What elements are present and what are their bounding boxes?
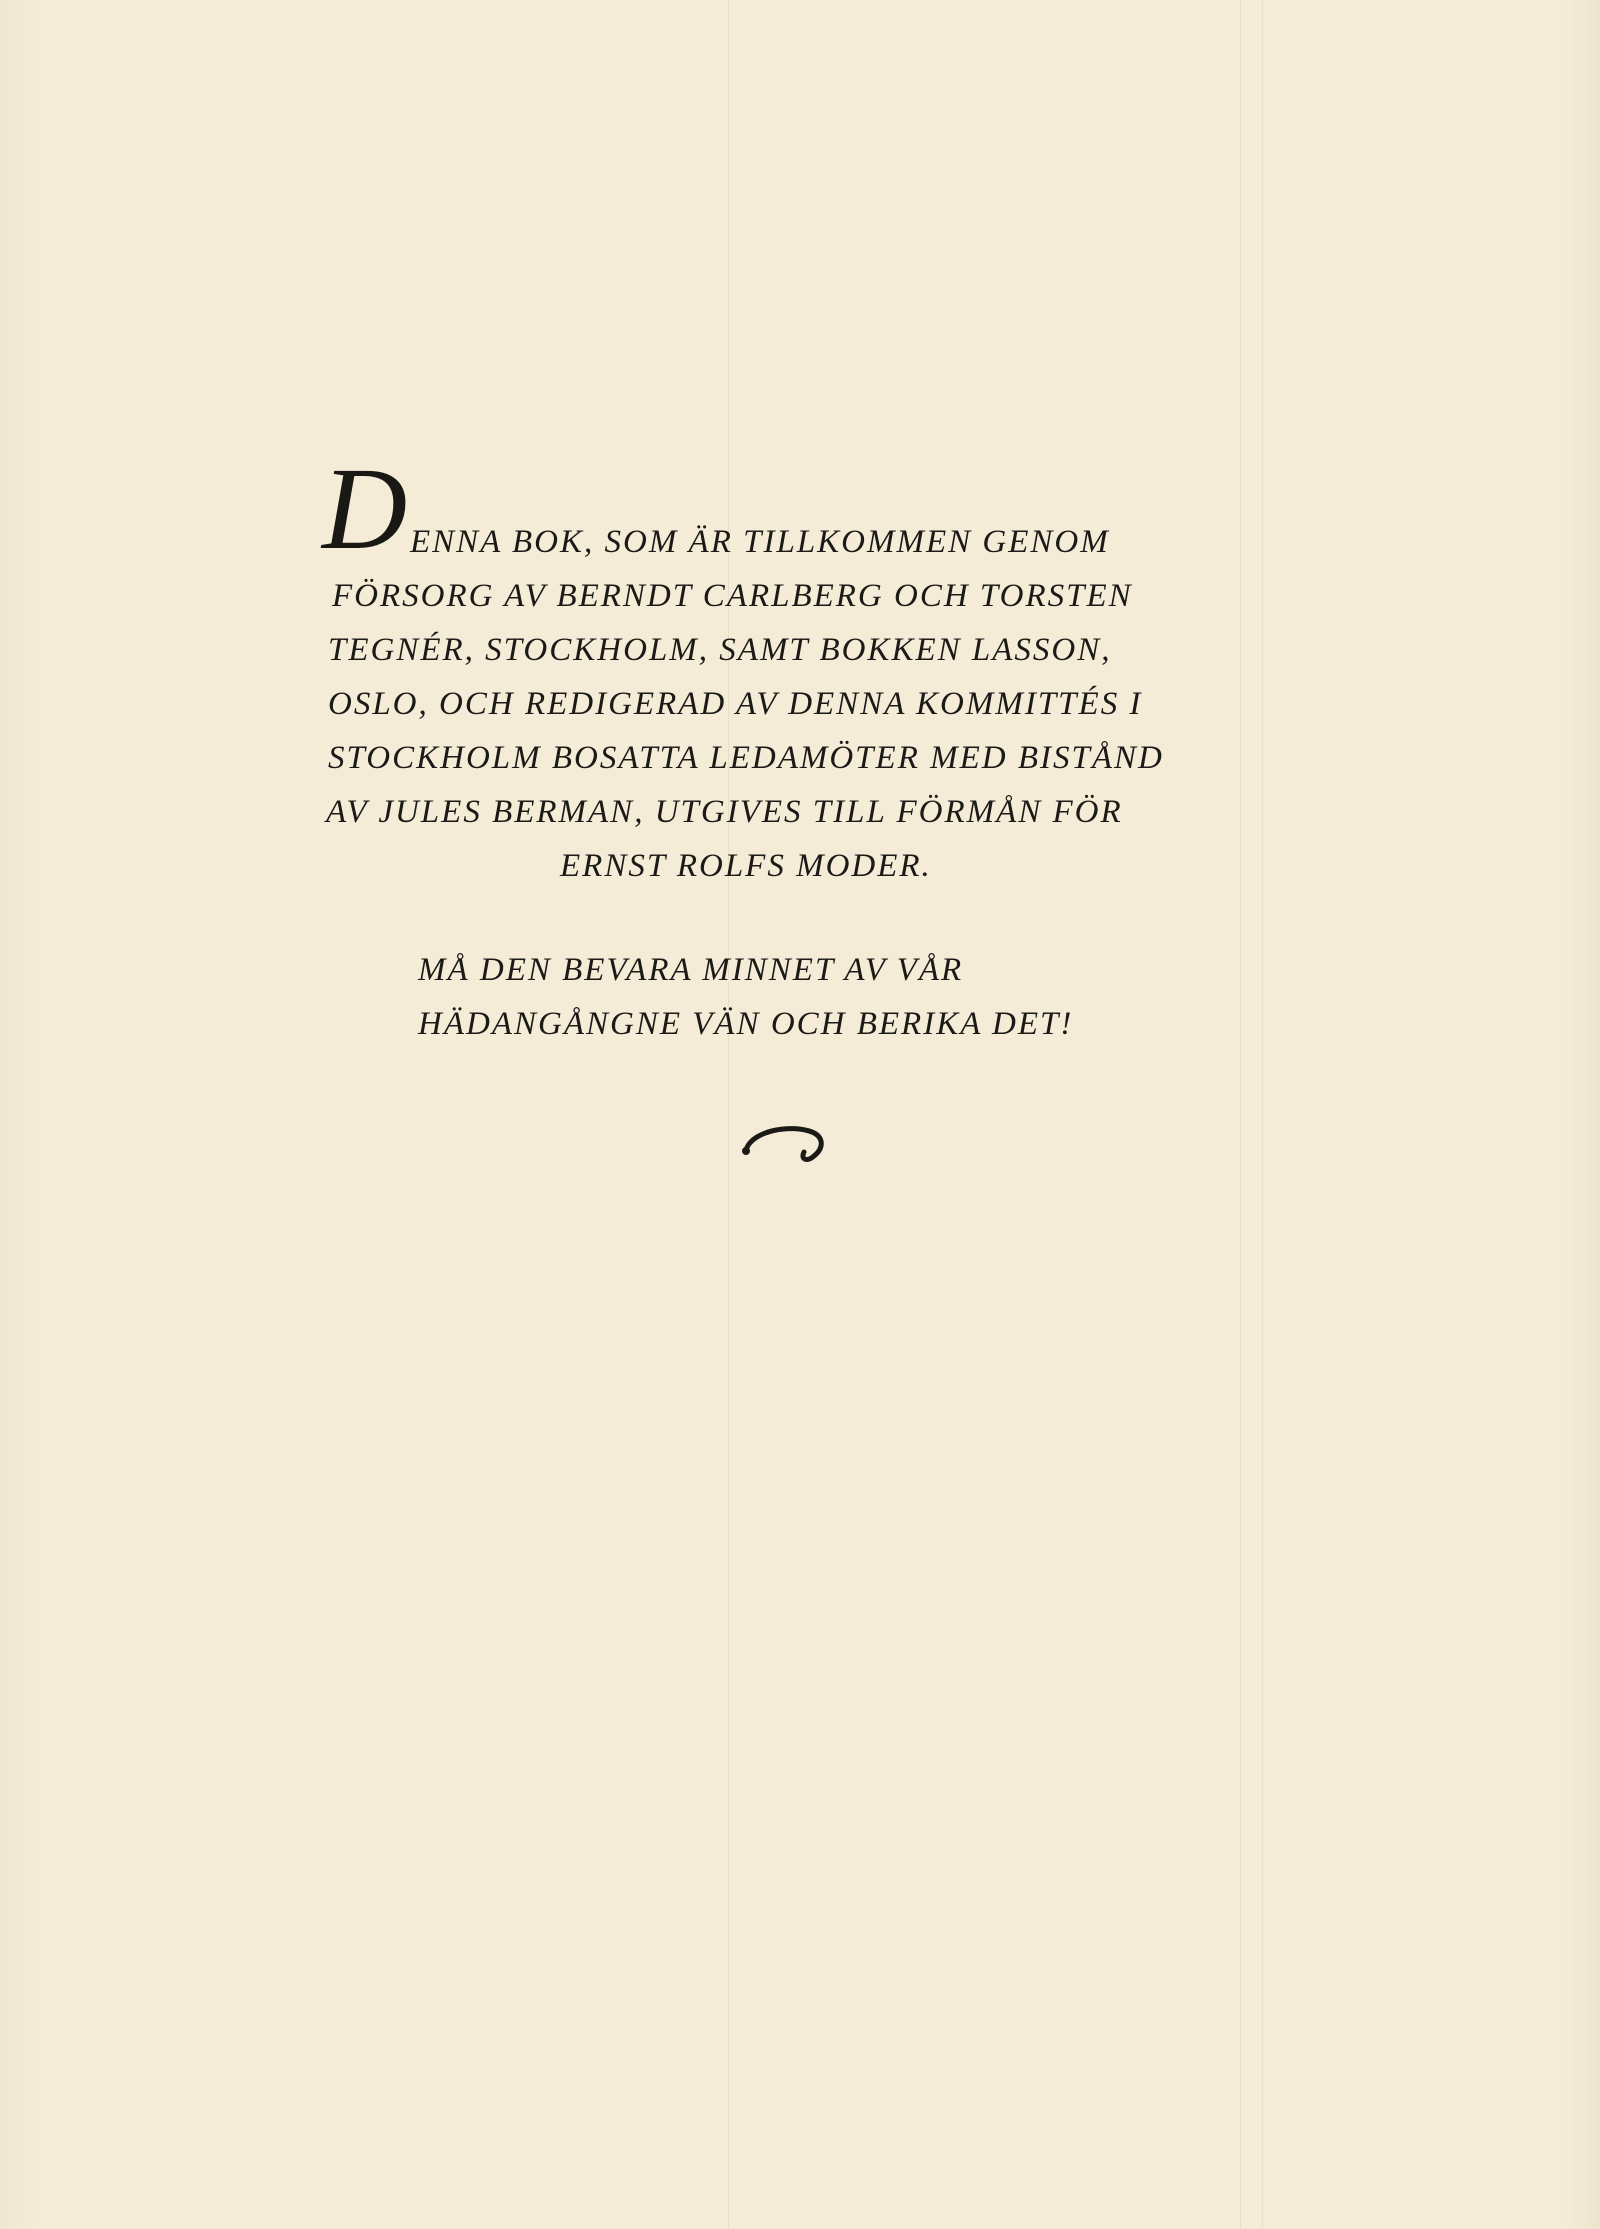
paper-fold-line bbox=[1240, 0, 1241, 2229]
paper-fold-line bbox=[728, 0, 729, 2229]
paragraph-line: FÖRSORG AV BERNDT CARLBERG OCH TORSTEN bbox=[332, 578, 1133, 614]
flourish-ornament bbox=[740, 1120, 832, 1170]
paragraph-line: ENNA BOK, SOM ÄR TILLKOMMEN GENOM bbox=[410, 524, 1110, 560]
paragraph-line: STOCKHOLM BOSATTA LEDAMÖTER MED BISTÅND bbox=[328, 740, 1164, 776]
drop-cap: D bbox=[322, 443, 410, 574]
paper-fold-line bbox=[1262, 0, 1263, 2229]
closing-line: MÅ DEN BEVARA MINNET AV VÅR bbox=[418, 952, 964, 988]
closing-line: HÄDANGÅNGNE VÄN OCH BERIKA DET! bbox=[418, 1006, 1074, 1042]
paragraph-line: ERNST ROLFS MODER. bbox=[560, 848, 932, 884]
paragraph-line: OSLO, OCH REDIGERAD AV DENNA KOMMITTÉS I bbox=[328, 686, 1143, 722]
paragraph-line: AV JULES BERMAN, UTGIVES TILL FÖRMÅN FÖR bbox=[326, 794, 1123, 830]
paragraph-line: TEGNÉR, STOCKHOLM, SAMT BOKKEN LASSON, bbox=[328, 632, 1112, 668]
